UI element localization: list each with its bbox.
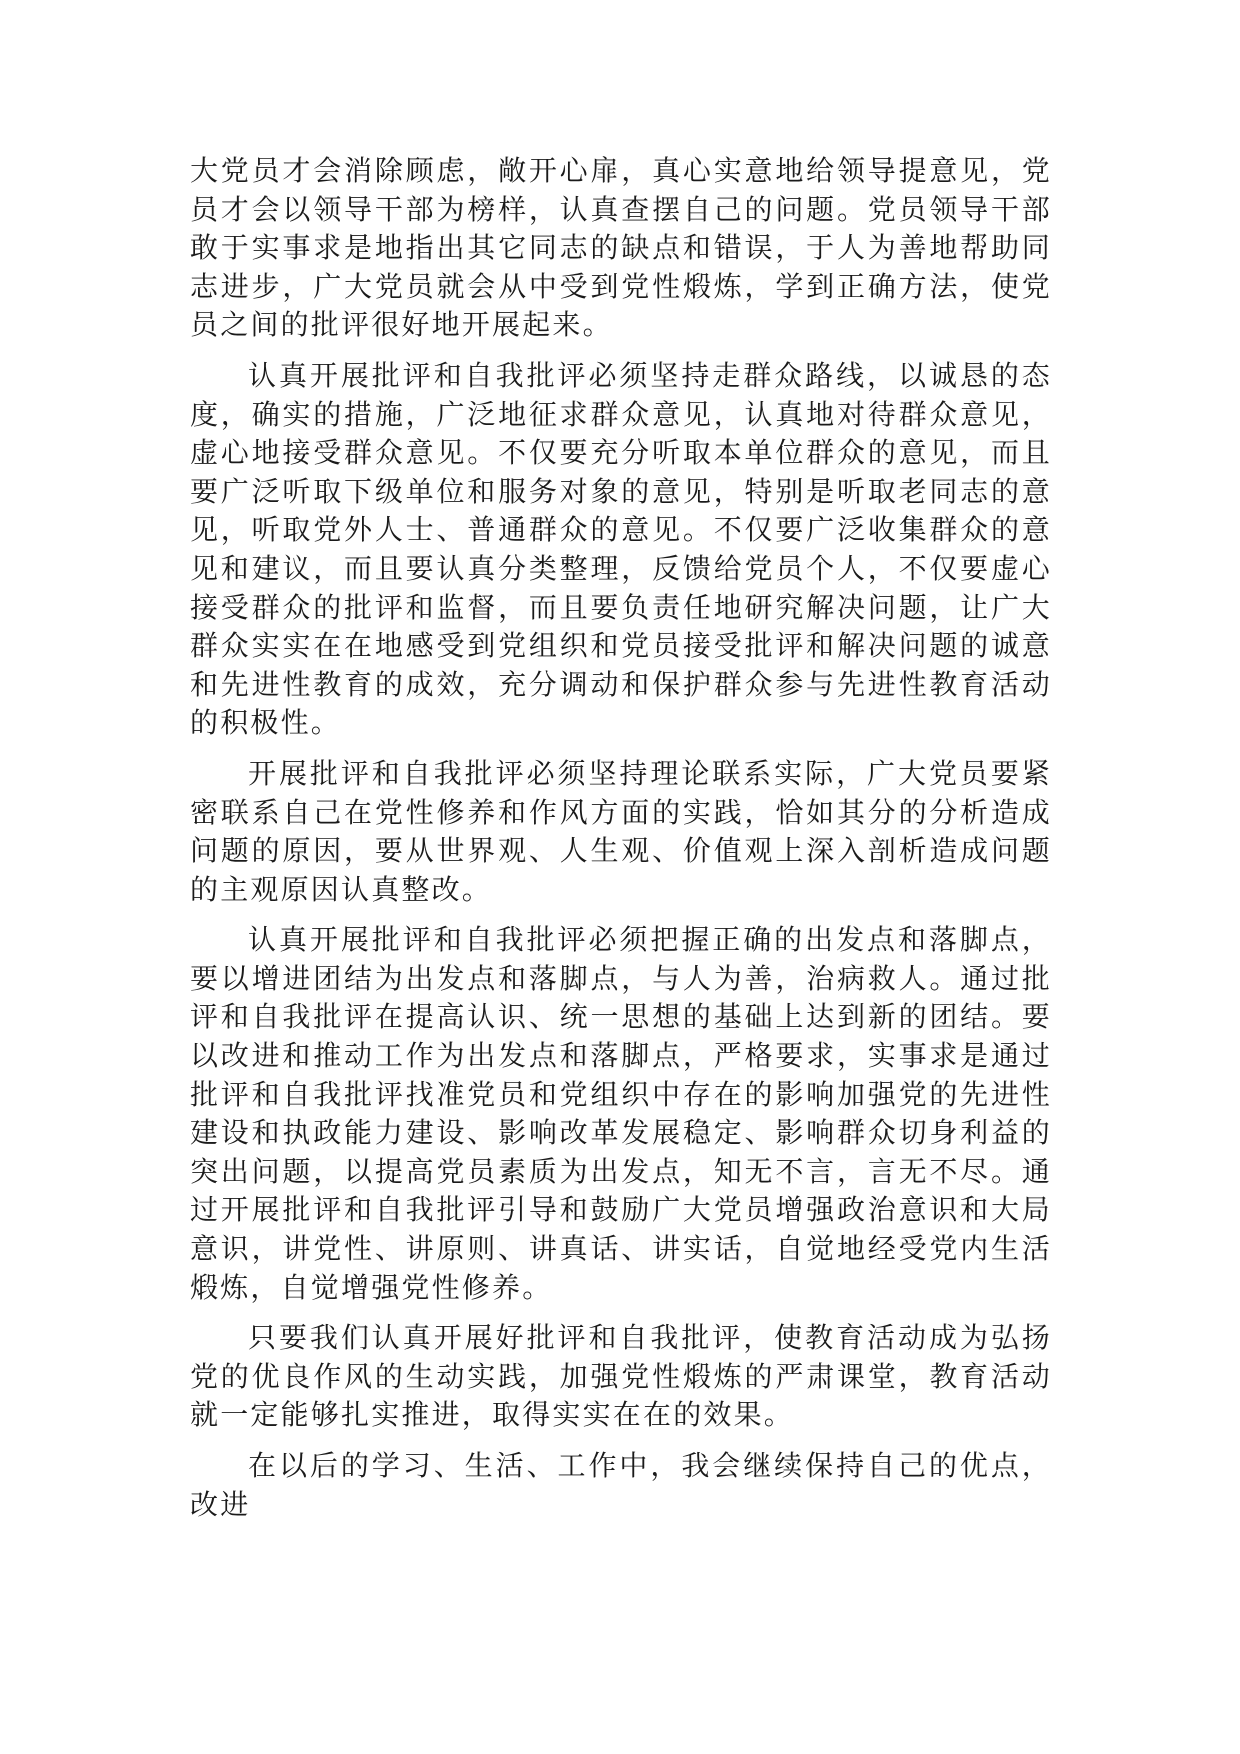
paragraph-starting-point: 认真开展批评和自我批评必须把握正确的出发点和落脚点，要以增进团结为出发点和落脚点，与人为善，治病救人。通过批评和自我批评在提高认识、统一思想的基础上达到新的团结。要以改进和推动工作为出发点和落脚点，严格要求，实事求是通过批评和自我批评找准党员和党组织中存在的影响加强党的先进性建设和执政能力建设、影响改革发展稳定、影响群众切身利益的突出问题，以提高党员素质为出发点，知无不言，言无不尽。通过开展批评和自我批评引导和鼓励广大党员增强政治意识和大局意识，讲党性、讲原则、讲真话、讲实话，自觉地经受党内生活煅炼，自觉增强党性修养。 <box>190 923 1052 1304</box>
paragraph-continued: 大党员才会消除顾虑，敞开心扉，真心实意地给领导提意见，党员才会以领导干部为榜样，认真查摆自己的问题。党员领导干部敢于实事求是地指出其它同志的缺点和错误，于人为善地帮助同志进步，广大党员就会从中受到党性煅炼，学到正确方法，使党员之间的批评很好地开展起来。 <box>190 154 1052 342</box>
paragraph-theory-practice: 开展批评和自我批评必须坚持理论联系实际，广大党员要紧密联系自己在党性修养和作风方面的实践，恰如其分的分析造成问题的原因，要从世界观、人生观、价值观上深入剖析造成问题的主观原因认真整改。 <box>190 756 1052 906</box>
paragraph-mass-line: 认真开展批评和自我批评必须坚持走群众路线，以诚恳的态度，确实的措施，广泛地征求群众意见，认真地对待群众意见，虚心地接受群众意见。不仅要充分听取本单位群众的意见，而且要广泛听取下级单位和服务对象的意见，特别是听取老同志的意见，听取党外人士、普通群众的意见。不仅要广泛收集群众的意见和建议，而且要认真分类整理，反馈给党员个人，不仅要虚心接受群众的批评和监督，而且要负责任地研究解决问题，让广大群众实实在在地感受到党组织和党员接受批评和解决问题的诚意和先进性教育的成效，充分调动和保护群众参与先进性教育活动的积极性。 <box>190 358 1052 740</box>
paragraph-future: 在以后的学习、生活、工作中，我会继续保持自己的优点，改进 <box>190 1449 1052 1521</box>
body-text <box>190 152 1052 1536</box>
paragraph-conclusion: 只要我们认真开展好批评和自我批评，使教育活动成为弘扬党的优良作风的生动实践，加强党性煅炼的严肃课堂，教育活动就一定能够扎实推进，取得实实在在的效果。 <box>190 1321 1052 1432</box>
